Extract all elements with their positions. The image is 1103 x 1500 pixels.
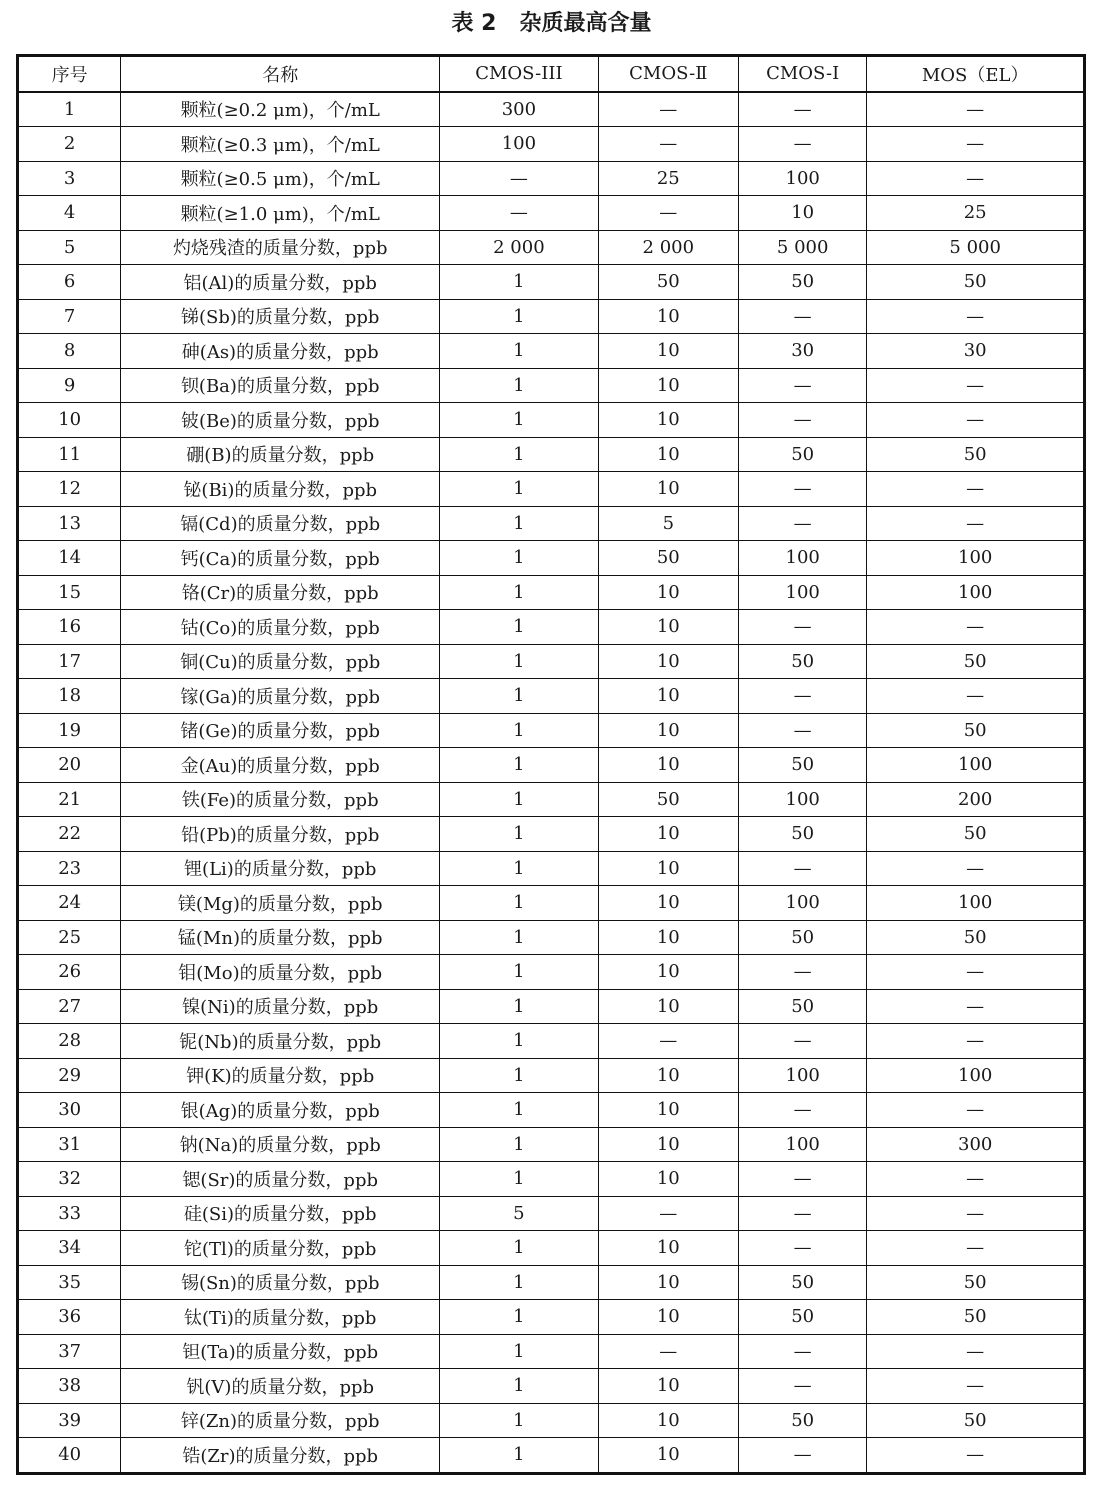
cell-mos-el: 50 (867, 1300, 1085, 1335)
cell-mos-el: 50 (867, 713, 1085, 748)
cell-cmos-ii: 2 000 (598, 230, 738, 265)
cell-index: 3 (18, 161, 121, 196)
table-row (18, 127, 1085, 162)
cell-index: 24 (18, 886, 121, 921)
cell-mos-el: 50 (867, 920, 1085, 955)
cell-cmos-ii: — (598, 196, 738, 231)
cell-name: 铁(Fe)的质量分数，ppb (121, 782, 440, 817)
cell-mos-el: 50 (867, 265, 1085, 300)
cell-cmos-ii: 10 (598, 472, 738, 507)
cell-cmos-i: 100 (739, 161, 867, 196)
cell-cmos-i: — (739, 1231, 867, 1266)
cell-cmos-ii: 10 (598, 1300, 738, 1335)
table-row (18, 541, 1085, 576)
cell-name: 钽(Ta)的质量分数，ppb (121, 1334, 440, 1369)
cell-cmos-ii: 10 (598, 368, 738, 403)
table-row (18, 1403, 1085, 1438)
table-row (18, 955, 1085, 990)
cell-mos-el: — (867, 1334, 1085, 1369)
cell-index: 16 (18, 610, 121, 645)
impurity-limits-table (16, 54, 1086, 1475)
table-row (18, 575, 1085, 610)
cell-cmos-i: — (739, 1334, 867, 1369)
cell-cmos-i: 5 000 (739, 230, 867, 265)
cell-name: 钒(V)的质量分数，ppb (121, 1369, 440, 1404)
cell-mos-el: 30 (867, 334, 1085, 369)
cell-mos-el: — (867, 161, 1085, 196)
cell-cmos-iii: 1 (440, 541, 598, 576)
cell-cmos-ii: — (598, 1334, 738, 1369)
cell-cmos-ii: 10 (598, 748, 738, 783)
cell-name: 铬(Cr)的质量分数，ppb (121, 575, 440, 610)
cell-name: 铅(Pb)的质量分数，ppb (121, 817, 440, 852)
cell-name: 钾(K)的质量分数，ppb (121, 1058, 440, 1093)
cell-name: 镓(Ga)的质量分数，ppb (121, 679, 440, 714)
cell-cmos-ii: 10 (598, 644, 738, 679)
cell-cmos-iii: 1 (440, 299, 598, 334)
cell-cmos-iii: 100 (440, 127, 598, 162)
table-row (18, 368, 1085, 403)
cell-cmos-i: — (739, 1369, 867, 1404)
table-row (18, 1024, 1085, 1059)
cell-cmos-i: 100 (739, 886, 867, 921)
cell-cmos-i: — (739, 1196, 867, 1231)
cell-cmos-iii: 1 (440, 713, 598, 748)
cell-cmos-iii: 1 (440, 506, 598, 541)
cell-name: 锰(Mn)的质量分数，ppb (121, 920, 440, 955)
cell-index: 15 (18, 575, 121, 610)
cell-index: 11 (18, 437, 121, 472)
cell-mos-el: 50 (867, 817, 1085, 852)
table-row (18, 920, 1085, 955)
cell-index: 37 (18, 1334, 121, 1369)
cell-cmos-iii: 1 (440, 748, 598, 783)
cell-cmos-i: 50 (739, 748, 867, 783)
cell-name: 硅(Si)的质量分数，ppb (121, 1196, 440, 1231)
cell-cmos-i: 50 (739, 265, 867, 300)
cell-name: 镁(Mg)的质量分数，ppb (121, 886, 440, 921)
cell-index: 26 (18, 955, 121, 990)
cell-mos-el: — (867, 679, 1085, 714)
header-name: 名称 (121, 56, 440, 92)
cell-cmos-ii: 10 (598, 299, 738, 334)
cell-mos-el: — (867, 506, 1085, 541)
cell-name: 铜(Cu)的质量分数，ppb (121, 644, 440, 679)
table-row (18, 1127, 1085, 1162)
cell-cmos-ii: — (598, 1196, 738, 1231)
cell-cmos-iii: 1 (440, 851, 598, 886)
cell-cmos-iii: 1 (440, 782, 598, 817)
cell-cmos-iii: 5 (440, 1196, 598, 1231)
cell-name: 颗粒(≥1.0 μm)，个/mL (121, 196, 440, 231)
cell-cmos-ii: 5 (598, 506, 738, 541)
cell-index: 2 (18, 127, 121, 162)
table-row (18, 1196, 1085, 1231)
cell-index: 40 (18, 1438, 121, 1474)
cell-cmos-ii: 50 (598, 541, 738, 576)
table-body (18, 92, 1085, 1474)
cell-index: 14 (18, 541, 121, 576)
header-index: 序号 (18, 56, 121, 92)
cell-cmos-iii: 1 (440, 1058, 598, 1093)
table-row (18, 403, 1085, 438)
cell-cmos-i: — (739, 679, 867, 714)
cell-name: 铍(Be)的质量分数，ppb (121, 403, 440, 438)
cell-mos-el: 50 (867, 437, 1085, 472)
header-cmos-i: CMOS-Ⅰ (739, 56, 867, 92)
cell-mos-el: 50 (867, 1403, 1085, 1438)
cell-cmos-iii: — (440, 161, 598, 196)
cell-name: 锶(Sr)的质量分数，ppb (121, 1162, 440, 1197)
cell-mos-el: 100 (867, 541, 1085, 576)
cell-mos-el: 50 (867, 1265, 1085, 1300)
header-cmos-iii: CMOS-III (440, 56, 598, 92)
table-row (18, 1265, 1085, 1300)
cell-name: 铊(Tl)的质量分数，ppb (121, 1231, 440, 1266)
cell-cmos-iii: 1 (440, 886, 598, 921)
cell-cmos-ii: 10 (598, 989, 738, 1024)
cell-mos-el: — (867, 472, 1085, 507)
cell-cmos-ii: 10 (598, 1438, 738, 1474)
cell-cmos-i: 100 (739, 1127, 867, 1162)
table-row (18, 230, 1085, 265)
cell-cmos-ii: 10 (598, 334, 738, 369)
cell-cmos-i: — (739, 368, 867, 403)
cell-cmos-ii: 50 (598, 265, 738, 300)
cell-name: 锌(Zn)的质量分数，ppb (121, 1403, 440, 1438)
header-row (18, 56, 1085, 92)
cell-cmos-iii: 1 (440, 403, 598, 438)
cell-cmos-iii: 1 (440, 1403, 598, 1438)
cell-index: 13 (18, 506, 121, 541)
header-cmos-ii: CMOS-Ⅱ (598, 56, 738, 92)
table-caption: 表 2 杂质最高含量 (451, 11, 652, 36)
cell-mos-el: — (867, 989, 1085, 1024)
cell-cmos-iii: 1 (440, 1334, 598, 1369)
cell-cmos-iii: 1 (440, 265, 598, 300)
cell-cmos-ii: 10 (598, 1162, 738, 1197)
cell-index: 22 (18, 817, 121, 852)
cell-cmos-i: — (739, 1024, 867, 1059)
cell-index: 19 (18, 713, 121, 748)
cell-index: 18 (18, 679, 121, 714)
cell-cmos-iii: 300 (440, 92, 598, 127)
cell-cmos-iii: 1 (440, 1300, 598, 1335)
cell-index: 38 (18, 1369, 121, 1404)
table-row (18, 817, 1085, 852)
table-row (18, 1058, 1085, 1093)
cell-name: 锡(Sn)的质量分数，ppb (121, 1265, 440, 1300)
cell-name: 钴(Co)的质量分数，ppb (121, 610, 440, 645)
cell-mos-el: — (867, 92, 1085, 127)
cell-mos-el: — (867, 299, 1085, 334)
cell-name: 钛(Ti)的质量分数，ppb (121, 1300, 440, 1335)
table-row (18, 989, 1085, 1024)
cell-cmos-ii: 10 (598, 610, 738, 645)
cell-index: 31 (18, 1127, 121, 1162)
cell-mos-el: — (867, 610, 1085, 645)
cell-cmos-i: 50 (739, 1300, 867, 1335)
cell-index: 25 (18, 920, 121, 955)
table-row (18, 1334, 1085, 1369)
cell-cmos-ii: 10 (598, 920, 738, 955)
cell-index: 5 (18, 230, 121, 265)
cell-cmos-ii: 50 (598, 782, 738, 817)
cell-name: 镍(Ni)的质量分数，ppb (121, 989, 440, 1024)
cell-cmos-i: — (739, 1093, 867, 1128)
cell-index: 28 (18, 1024, 121, 1059)
table-row (18, 782, 1085, 817)
header-mos-el: MOS（EL） (867, 56, 1085, 92)
cell-index: 8 (18, 334, 121, 369)
cell-mos-el: — (867, 1093, 1085, 1128)
cell-cmos-i: 100 (739, 782, 867, 817)
table-row (18, 506, 1085, 541)
cell-name: 砷(As)的质量分数，ppb (121, 334, 440, 369)
cell-name: 金(Au)的质量分数，ppb (121, 748, 440, 783)
cell-mos-el: 200 (867, 782, 1085, 817)
cell-index: 20 (18, 748, 121, 783)
cell-name: 硼(B)的质量分数，ppb (121, 437, 440, 472)
cell-index: 39 (18, 1403, 121, 1438)
cell-index: 30 (18, 1093, 121, 1128)
cell-cmos-iii: 1 (440, 1438, 598, 1474)
cell-mos-el: — (867, 403, 1085, 438)
cell-cmos-iii: 1 (440, 1265, 598, 1300)
cell-cmos-i: 50 (739, 1403, 867, 1438)
cell-cmos-ii: 10 (598, 1265, 738, 1300)
cell-mos-el: — (867, 1231, 1085, 1266)
cell-cmos-i: 50 (739, 1265, 867, 1300)
table-header (18, 56, 1085, 92)
cell-name: 颗粒(≥0.5 μm)，个/mL (121, 161, 440, 196)
cell-cmos-ii: 10 (598, 851, 738, 886)
cell-cmos-i: — (739, 955, 867, 990)
table-row (18, 437, 1085, 472)
cell-cmos-iii: 1 (440, 1162, 598, 1197)
table-row (18, 161, 1085, 196)
cell-mos-el: — (867, 1369, 1085, 1404)
cell-name: 铌(Nb)的质量分数，ppb (121, 1024, 440, 1059)
cell-cmos-iii: 1 (440, 679, 598, 714)
cell-index: 7 (18, 299, 121, 334)
cell-name: 镉(Cd)的质量分数，ppb (121, 506, 440, 541)
cell-index: 27 (18, 989, 121, 1024)
cell-cmos-iii: 1 (440, 575, 598, 610)
cell-cmos-ii: — (598, 1024, 738, 1059)
cell-cmos-i: — (739, 472, 867, 507)
cell-name: 钠(Na)的质量分数，ppb (121, 1127, 440, 1162)
table-row (18, 1093, 1085, 1128)
cell-mos-el: 100 (867, 575, 1085, 610)
cell-cmos-ii: 10 (598, 679, 738, 714)
table-row (18, 1438, 1085, 1474)
cell-cmos-iii: 1 (440, 368, 598, 403)
table-row (18, 1231, 1085, 1266)
cell-cmos-ii: 10 (598, 713, 738, 748)
cell-mos-el: 300 (867, 1127, 1085, 1162)
cell-cmos-i: — (739, 851, 867, 886)
table-row (18, 334, 1085, 369)
cell-name: 钼(Mo)的质量分数，ppb (121, 955, 440, 990)
table-row (18, 299, 1085, 334)
cell-cmos-ii: 10 (598, 403, 738, 438)
cell-name: 钙(Ca)的质量分数，ppb (121, 541, 440, 576)
cell-cmos-i: 50 (739, 437, 867, 472)
cell-cmos-i: — (739, 127, 867, 162)
cell-index: 4 (18, 196, 121, 231)
cell-cmos-iii: 2 000 (440, 230, 598, 265)
cell-index: 33 (18, 1196, 121, 1231)
cell-name: 灼烧残渣的质量分数，ppb (121, 230, 440, 265)
cell-cmos-i: — (739, 92, 867, 127)
cell-mos-el: — (867, 1024, 1085, 1059)
cell-index: 12 (18, 472, 121, 507)
cell-index: 34 (18, 1231, 121, 1266)
cell-cmos-i: 50 (739, 989, 867, 1024)
cell-cmos-ii: — (598, 127, 738, 162)
cell-index: 35 (18, 1265, 121, 1300)
cell-cmos-iii: 1 (440, 644, 598, 679)
cell-cmos-ii: 10 (598, 817, 738, 852)
cell-cmos-iii: 1 (440, 817, 598, 852)
cell-cmos-i: 50 (739, 920, 867, 955)
cell-index: 9 (18, 368, 121, 403)
cell-cmos-iii: 1 (440, 472, 598, 507)
cell-cmos-ii: 10 (598, 1058, 738, 1093)
table-row (18, 1300, 1085, 1335)
cell-cmos-i: 100 (739, 1058, 867, 1093)
table-row (18, 196, 1085, 231)
cell-index: 6 (18, 265, 121, 300)
cell-mos-el: — (867, 1196, 1085, 1231)
cell-index: 32 (18, 1162, 121, 1197)
table-row (18, 1369, 1085, 1404)
cell-index: 29 (18, 1058, 121, 1093)
table-row (18, 1162, 1085, 1197)
cell-index: 36 (18, 1300, 121, 1335)
table-row (18, 851, 1085, 886)
cell-cmos-i: 50 (739, 817, 867, 852)
cell-cmos-iii: 1 (440, 920, 598, 955)
cell-name: 铝(Al)的质量分数，ppb (121, 265, 440, 300)
cell-cmos-ii: 10 (598, 955, 738, 990)
table-row (18, 265, 1085, 300)
cell-index: 10 (18, 403, 121, 438)
cell-cmos-iii: 1 (440, 334, 598, 369)
table-row (18, 679, 1085, 714)
cell-mos-el: 100 (867, 886, 1085, 921)
cell-mos-el: 50 (867, 644, 1085, 679)
cell-cmos-ii: 25 (598, 161, 738, 196)
cell-cmos-iii: 1 (440, 989, 598, 1024)
cell-cmos-iii: 1 (440, 1231, 598, 1266)
cell-cmos-ii: 10 (598, 1127, 738, 1162)
cell-cmos-i: — (739, 299, 867, 334)
cell-mos-el: — (867, 1162, 1085, 1197)
cell-cmos-i: 50 (739, 644, 867, 679)
cell-mos-el: 100 (867, 1058, 1085, 1093)
cell-cmos-iii: 1 (440, 1093, 598, 1128)
cell-cmos-ii: 10 (598, 1231, 738, 1266)
cell-name: 锂(Li)的质量分数，ppb (121, 851, 440, 886)
cell-cmos-iii: 1 (440, 955, 598, 990)
cell-cmos-i: 100 (739, 575, 867, 610)
cell-cmos-ii: 10 (598, 1093, 738, 1128)
cell-cmos-iii: 1 (440, 1024, 598, 1059)
cell-cmos-i: 30 (739, 334, 867, 369)
cell-cmos-i: — (739, 1162, 867, 1197)
cell-mos-el: 25 (867, 196, 1085, 231)
cell-cmos-ii: 10 (598, 1403, 738, 1438)
table-row (18, 472, 1085, 507)
cell-cmos-ii: — (598, 92, 738, 127)
cell-cmos-iii: — (440, 196, 598, 231)
cell-cmos-i: — (739, 610, 867, 645)
cell-name: 锆(Zr)的质量分数，ppb (121, 1438, 440, 1474)
cell-cmos-ii: 10 (598, 1369, 738, 1404)
table-row (18, 644, 1085, 679)
cell-name: 颗粒(≥0.3 μm)，个/mL (121, 127, 440, 162)
cell-mos-el: — (867, 127, 1085, 162)
cell-cmos-ii: 10 (598, 575, 738, 610)
cell-cmos-ii: 10 (598, 437, 738, 472)
cell-cmos-ii: 10 (598, 886, 738, 921)
cell-mos-el: — (867, 368, 1085, 403)
cell-mos-el: — (867, 955, 1085, 990)
cell-cmos-iii: 1 (440, 437, 598, 472)
cell-cmos-iii: 1 (440, 1127, 598, 1162)
cell-cmos-i: — (739, 713, 867, 748)
cell-cmos-i: 10 (739, 196, 867, 231)
table-row (18, 610, 1085, 645)
cell-name: 颗粒(≥0.2 μm)，个/mL (121, 92, 440, 127)
cell-index: 23 (18, 851, 121, 886)
cell-index: 21 (18, 782, 121, 817)
table-row (18, 886, 1085, 921)
cell-cmos-i: — (739, 1438, 867, 1474)
cell-cmos-i: — (739, 506, 867, 541)
cell-name: 锑(Sb)的质量分数，ppb (121, 299, 440, 334)
cell-mos-el: 5 000 (867, 230, 1085, 265)
cell-index: 1 (18, 92, 121, 127)
cell-name: 铋(Bi)的质量分数，ppb (121, 472, 440, 507)
cell-mos-el: — (867, 1438, 1085, 1474)
cell-mos-el: 100 (867, 748, 1085, 783)
table-row (18, 748, 1085, 783)
table-row (18, 92, 1085, 127)
table-row (18, 713, 1085, 748)
cell-cmos-iii: 1 (440, 610, 598, 645)
cell-name: 银(Ag)的质量分数，ppb (121, 1093, 440, 1128)
cell-mos-el: — (867, 851, 1085, 886)
cell-cmos-i: 100 (739, 541, 867, 576)
cell-name: 锗(Ge)的质量分数，ppb (121, 713, 440, 748)
cell-cmos-iii: 1 (440, 1369, 598, 1404)
cell-cmos-i: — (739, 403, 867, 438)
cell-index: 17 (18, 644, 121, 679)
cell-name: 钡(Ba)的质量分数，ppb (121, 368, 440, 403)
